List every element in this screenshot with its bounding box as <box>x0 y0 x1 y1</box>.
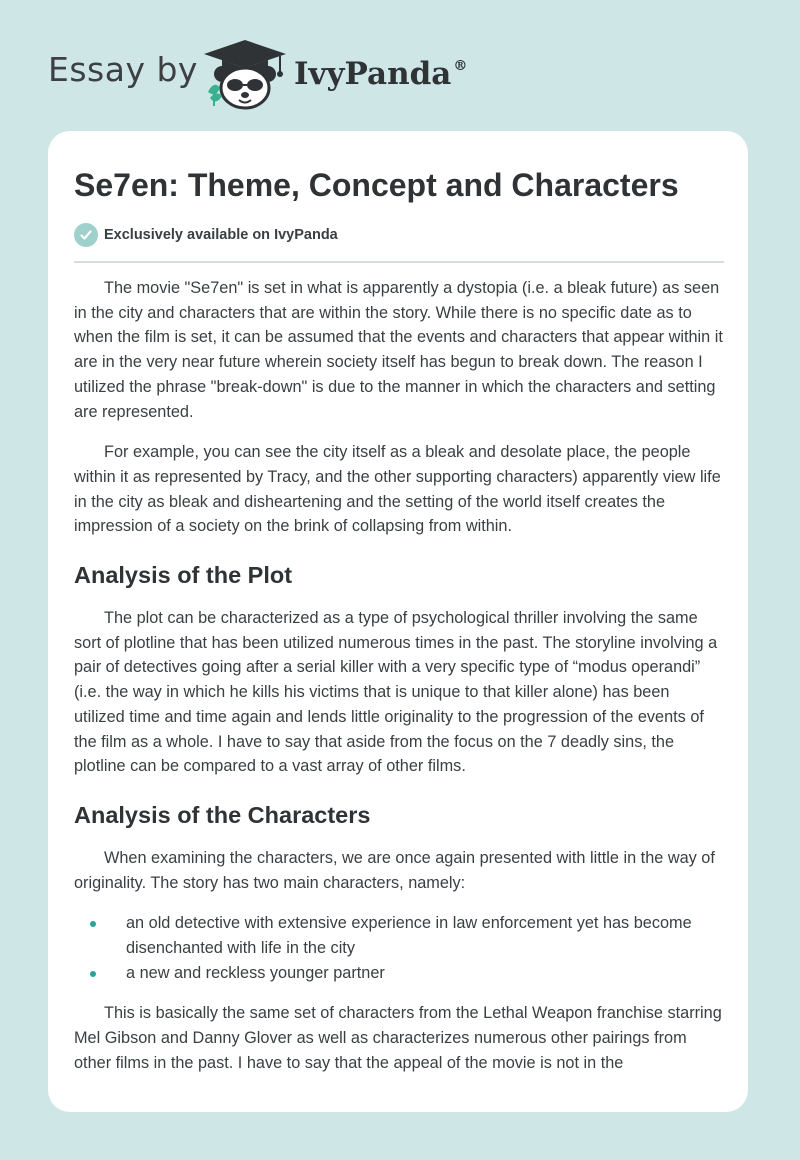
paragraph: The movie "Se7en" is set in what is apparently a dystopia (i.e. a bleak future) as seen in the city and characters that are within the story. While there is no specific date as to when the film is set, it can be assumed that the events and characters that appear within it are in the very near future wherein society itself has begun to break down. The reason I utilized the phrase "break-down" is due to the manner in which the characters and setting are represented. <box>74 279 723 421</box>
paragraph: For example, you can see the city itself as a bleak and desolate place, the people within it as represented by Tracy, and the other supporting characters) apparently view life in the city as bleak and disheartening and the setting of the world itself creates the impression of a society on the brink of collapsing from within. <box>74 443 721 536</box>
page-title: Se7en: Theme, Concept and Characters <box>74 167 679 203</box>
registered-mark: ® <box>453 58 468 74</box>
essay-card <box>48 131 748 1112</box>
panda-logo-icon[interactable] <box>200 36 290 112</box>
section-heading-characters: Analysis of the Characters <box>74 801 371 828</box>
section-heading-plot: Analysis of the Plot <box>74 562 293 589</box>
paragraph: When examining the characters, we are once again presented with little in the way of originality. The story has two main characters, namely: <box>74 848 715 892</box>
bullet-icon <box>90 921 96 927</box>
list-item <box>126 911 724 960</box>
paragraph: This is basically the same set of characters from the Lethal Weapon franchise starring Mel Gibson and Danny Glover as well as characterizes numerous other pairings from other films in the past. I have to say that the appeal of the movie is not in the <box>74 1004 722 1072</box>
essay-body <box>74 276 724 1092</box>
bullet-icon <box>90 971 96 977</box>
list-item-text: an old detective with extensive experience in law enforcement yet has become disenchanted with life in the city <box>126 914 692 958</box>
character-list <box>74 911 724 985</box>
exclusive-label: Exclusively available on IvyPanda <box>104 227 338 243</box>
brand-prefix: Essay by <box>48 50 198 89</box>
list-item <box>126 961 724 986</box>
brand-name[interactable] <box>294 56 467 92</box>
site-header <box>0 0 800 125</box>
paragraph: The plot can be characterized as a type of psychological thriller involving the same sort of plotline that has been utilized numerous times in the past. The storyline involving a pair of detectives going after a serial killer with a very specific type of “modus operandi” (i.e. the way in which he kills his victims that is unique to that killer alone) has been utilized time and time again and lends little originality to the progression of the events of the film as a whole. I have to say that aside from the focus on the 7 deadly sins, the plotline can be compared to a vast array of other films. <box>74 609 718 776</box>
title-divider <box>74 261 724 263</box>
brand-name-text: IvyPanda <box>294 56 452 92</box>
list-item-text: a new and reckless younger partner <box>126 963 385 982</box>
check-circle-icon <box>74 223 98 247</box>
exclusive-badge <box>74 222 338 248</box>
